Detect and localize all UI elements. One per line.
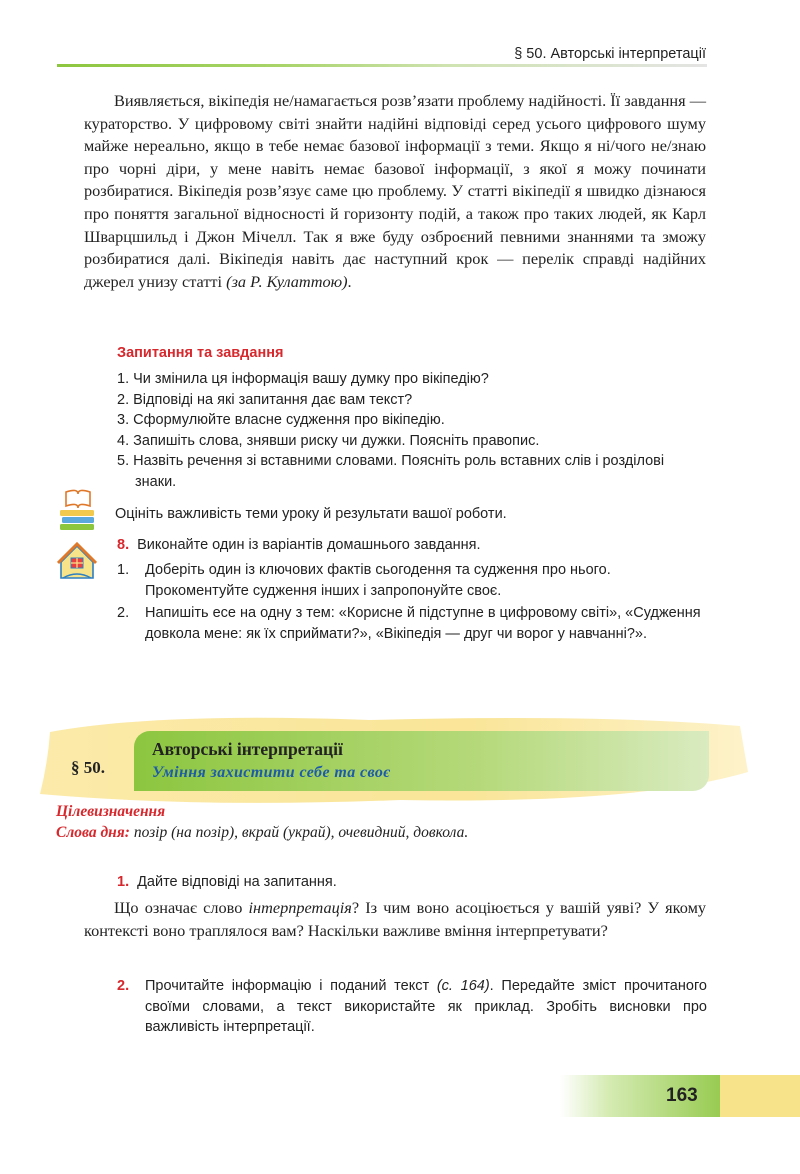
task-2-number: 2. [117,978,130,994]
intro-source: (за Р. Кулаттою) [226,271,348,291]
question-item: 1. Чи змінила ця інформація вашу думку про вікіпедію? [117,371,489,387]
question-item: 4. Запишіть слова, знявши риску чи дужки. Поясніть правопис. [117,432,540,449]
para-text: ? Із чим воно асоціюється у вашій уяві? У якому контексті воно траплялося вам? Наскільки важливе вміння інтерпретувати? [84,898,707,940]
question-item: 3. Сформулюйте власне судження про вікіпедію. [117,412,445,428]
task-2 [117,976,707,1038]
homework-item [117,603,707,644]
question-item: 2. Відповіді на які запитання дає вам текст? [117,391,413,408]
para-text: Що означає слово [114,898,249,917]
words-list: позір (на позір), вкрай (украй), очевидний, довкола. [129,824,469,841]
homework-item-text: Напишіть есе на одну з тем: «Корисне й підступне в цифровому світі», «Судження довкола мене: як їх сприймати?», «Вікіпедія — друг чи ворог у навчанні?». [145,605,701,642]
task-1-number: 1. [117,874,130,890]
homework-item-text: Доберіть один із ключових фактів сьогодення та судження про нього. Прокоментуйте судження інших і запропонуйте своє. [145,562,611,599]
words-of-day [56,824,468,842]
questions-list [117,369,707,492]
home-icon [57,540,97,580]
section-title: Авторські інтерпретації [152,739,343,759]
homework-title [117,537,481,553]
footer-accent [720,1075,800,1117]
question-item: 5. Назвіть речення зі вставними словами. Поясніть роль вставних слів і розділові знаки. [117,453,665,490]
intro-text: Виявляється, вікіпедія не/намагається розв’язати проблему надійності. Її завдання — кураторство. У цифровому світі знайти надійні відповіді серед усього цифрового шуму майже нереально, якщо в тебе немає базової інформації з теми. Якщо я ні/чого не/знаю про чорні діри, у мене навіть немає базової інформації, з якої я можу починати розбиратися. Вікіпедія розв’язує саме цю проблему. У статті вікіпедії я швидко дізнаюся про поняття загальної відносності й горизонту подій, а також про таких людей, як Карл Шварцшильд і Джон Мічелл. Так я вже буду озброєний певними знаннями та зможу розбиратися далі. Вікіпедія навіть дає наступний крок — перелік справді надійних джерел унизу статті [84,91,706,291]
questions-heading: Запитання та завдання [117,345,284,361]
intro-end: . [347,271,352,291]
assessment-text: Оцініть важливість теми уроку й результати вашої роботи. [115,506,507,522]
task-2-text-part: Прочитайте інформацію і поданий текст [145,978,437,994]
header-rule [57,64,707,67]
task-1 [117,874,337,890]
task-2-ref: (с. 164) [436,978,490,994]
para-term: інтерпретація [248,898,352,917]
words-label: Слова дня: [56,824,130,841]
task-2-text [145,976,707,1038]
goals-label: Цілевизначення [56,803,166,820]
homework-item [117,560,707,601]
section-number: § 50. [71,758,105,777]
homework-item-number: 2. [117,605,130,621]
page-number: 163 [666,1085,698,1106]
homework-number: 8. [117,537,130,553]
task-1-paragraph [84,897,706,942]
homework-item-number: 1. [117,562,130,578]
task-1-text: Дайте відповіді на запитання. [137,874,337,890]
task-2-text-part: . Передайте зміст прочитаного своїми словами, а текст використайте як приклад. Зробіть висновки про важливість інтерпретації. [145,978,707,1035]
homework-title-text: Виконайте один із варіантів домашнього завдання. [137,537,481,553]
section-subtitle: Уміння захистити себе та своє [152,764,391,781]
books-icon [58,488,98,534]
intro-paragraph [84,90,706,293]
running-header: § 50. Авторські інтерпретації [514,46,706,62]
